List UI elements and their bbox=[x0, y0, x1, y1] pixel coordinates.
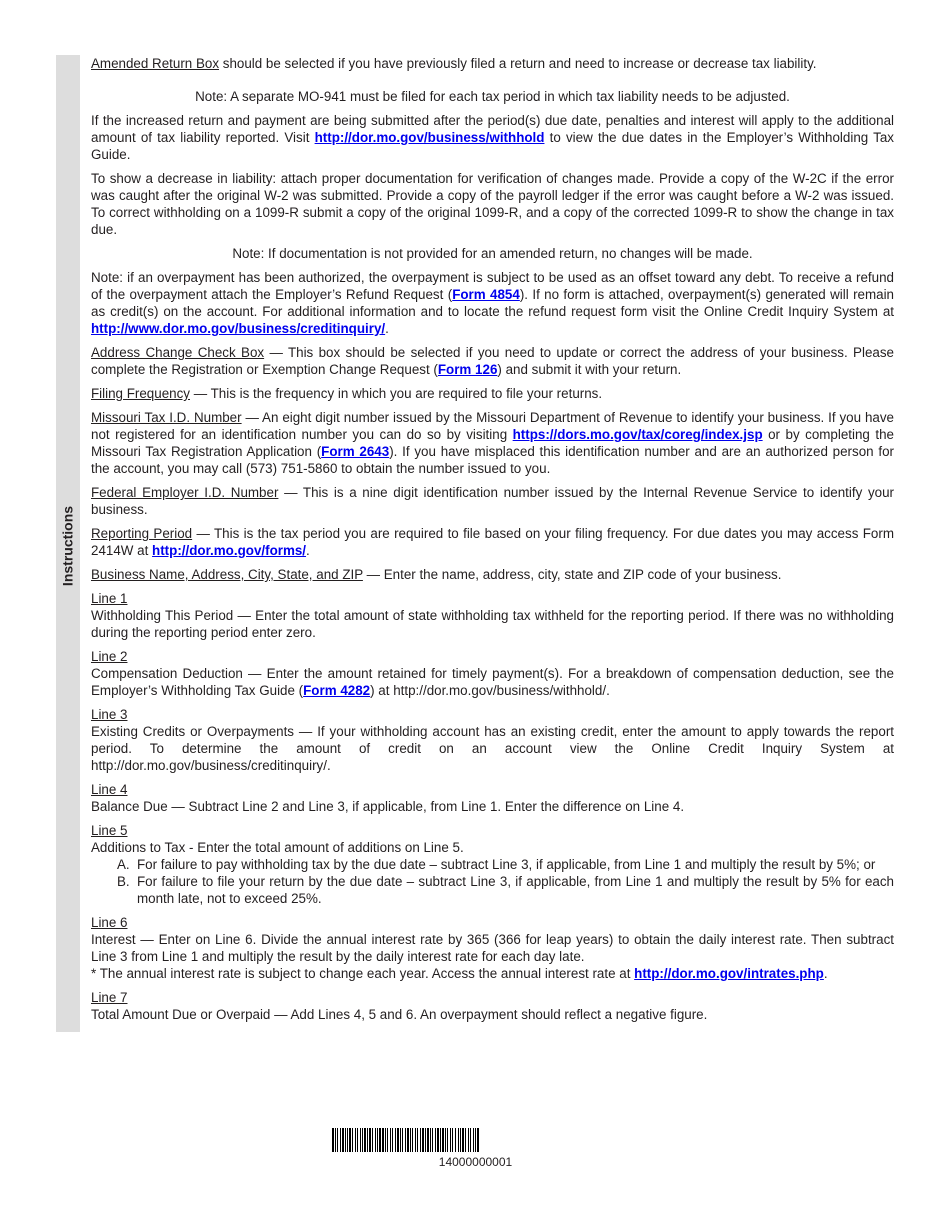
barcode-bar bbox=[432, 1128, 433, 1152]
barcode-bar bbox=[397, 1128, 399, 1152]
barcode-bar bbox=[435, 1128, 436, 1152]
barcode-bar bbox=[425, 1128, 426, 1152]
amended-decrease-paragraph: To show a decrease in liability: attach proper documentation for verification of changes made. Provide a copy of the W-2C if the error was caught after the original W-2 was submitted. Provide a copy of the payroll ledger if the error was caught before a W-2 was issued. To correct withholding on a 1099-R submit a copy of the original 1099-R, and a copy of the corrected 1099-R to show the change in tax due. bbox=[91, 171, 894, 237]
federal-id-paragraph: Federal Employer I.D. Number — This is a nine digit identification number issued by the Internal Revenue Service to identify your business. bbox=[91, 485, 895, 517]
barcode-bar bbox=[477, 1128, 479, 1152]
barcode-bar bbox=[337, 1128, 338, 1152]
barcode-bar bbox=[458, 1128, 459, 1152]
barcode-bar bbox=[410, 1128, 411, 1152]
barcode-bar bbox=[352, 1128, 353, 1152]
line-7-heading: Line 7 bbox=[91, 990, 128, 1005]
filing-frequency-paragraph: Filing Frequency — This is the frequency in which you are required to file your returns. bbox=[91, 386, 603, 401]
barcode-bar bbox=[377, 1128, 378, 1152]
instructions-content bbox=[91, 55, 894, 1030]
barcode-bar bbox=[382, 1128, 384, 1152]
barcode-bar bbox=[475, 1128, 476, 1152]
line-4-section: Line 4 Balance Due — Subtract Line 2 and Line 3, if applicable, from Line 1. Enter the difference on Line 4. bbox=[91, 782, 685, 814]
line-2-section: Line 2 Compensation Deduction — Enter the amount retained for timely payment(s). For a breakdown of compensation deduction, see the Employer’s Withholding Tax Guide (Form 4282) at http://dor.mo.gov/business/withhold/. bbox=[91, 649, 894, 698]
barcode-bar bbox=[470, 1128, 471, 1152]
documentation-note: Note: If documentation is not provided for an amended return, no changes will be made. bbox=[232, 246, 753, 261]
barcode-bar bbox=[335, 1128, 336, 1152]
barcode-bar bbox=[367, 1128, 368, 1152]
amended-increase-paragraph: If the increased return and payment are being submitted after the period(s) due date, penalties and interest will apply to the additional amount of tax liability reported. Visit http://dor.mo.gov/business/withhold to view the due dates in the Employer’s Withholding Tax Guide. bbox=[91, 113, 894, 162]
amended-return-heading: Amended Return Box bbox=[91, 56, 220, 71]
barcode-bar bbox=[445, 1128, 446, 1152]
barcode-bar bbox=[347, 1128, 348, 1152]
barcode-bar bbox=[400, 1128, 401, 1152]
list-item: A. For failure to pay withholding tax by the due date – subtract Line 3, if applicable, from Line 1 and multiply the result by 5%; or bbox=[117, 857, 876, 872]
line-4-heading: Line 4 bbox=[91, 782, 128, 797]
barcode-bar bbox=[379, 1128, 381, 1152]
barcode-bar bbox=[357, 1128, 358, 1152]
line-1-heading: Line 1 bbox=[91, 591, 128, 606]
filing-frequency-heading: Filing Frequency bbox=[91, 386, 190, 401]
barcode-bar bbox=[442, 1128, 444, 1152]
line-5-section: Line 5 Additions to Tax - Enter the total amount of additions on Line 5. bbox=[91, 823, 464, 855]
barcode-bar bbox=[385, 1128, 386, 1152]
barcode-bar bbox=[345, 1128, 346, 1152]
reporting-period-heading: Reporting Period bbox=[91, 526, 193, 541]
barcode-bar bbox=[412, 1128, 413, 1152]
coreg-link[interactable]: https://dors.mo.gov/tax/coreg/index.jsp bbox=[512, 427, 763, 442]
reporting-period-paragraph: Reporting Period — This is the tax period you are required to file based on your filing frequency. For due dates you may access Form 2414W at http://dor.mo.gov/forms/. bbox=[91, 526, 894, 558]
form-2643-link[interactable]: Form 2643 bbox=[321, 444, 390, 459]
barcode-bar bbox=[360, 1128, 361, 1152]
barcode-bar bbox=[437, 1128, 439, 1152]
business-name-paragraph: Business Name, Address, City, State, and ZIP — Enter the name, address, city, state and ZIP code of your business. bbox=[91, 567, 782, 582]
barcode-bar bbox=[390, 1128, 391, 1152]
business-name-heading: Business Name, Address, City, State, and ZIP bbox=[91, 567, 363, 582]
form-4282-link[interactable]: Form 4282 bbox=[303, 683, 371, 698]
barcode-bar bbox=[372, 1128, 373, 1152]
barcode-graphic bbox=[332, 1128, 619, 1152]
credit-inquiry-link[interactable]: http://www.dor.mo.gov/business/creditinquiry/ bbox=[91, 321, 386, 336]
barcode-bar bbox=[452, 1128, 453, 1152]
line-3-heading: Line 3 bbox=[91, 707, 128, 722]
barcode-bar bbox=[402, 1128, 403, 1152]
barcode-bar bbox=[362, 1128, 363, 1152]
barcode-bar bbox=[417, 1128, 418, 1152]
address-change-heading: Address Change Check Box bbox=[91, 345, 265, 360]
barcode-bar bbox=[468, 1128, 469, 1152]
list-item: B. For failure to file your return by the due date – subtract Line 3, if applicable, from Line 1 and multiply the result by 5% for each month late, not to exceed 25%. bbox=[117, 874, 894, 906]
line-7-section: Line 7 Total Amount Due or Overpaid — Add Lines 4, 5 and 6. An overpayment should reflect a negative figure. bbox=[91, 990, 708, 1022]
sidebar-label: Instructions bbox=[59, 505, 76, 587]
line-2-heading: Line 2 bbox=[91, 649, 128, 664]
barcode-bar bbox=[430, 1128, 431, 1152]
barcode-bar bbox=[369, 1128, 371, 1152]
federal-id-heading: Federal Employer I.D. Number bbox=[91, 485, 279, 500]
form-4854-link[interactable]: Form 4854 bbox=[452, 287, 520, 302]
barcode-bar bbox=[462, 1128, 464, 1152]
form-126-link[interactable]: Form 126 bbox=[437, 362, 498, 377]
line-6-section: Line 6 Interest — Enter on Line 6. Divide the annual interest rate by 365 (366 for leap years) to obtain the daily interest rate. Then subtract Line 3 from Line 1 and multiply the result by the daily interest rate for each day late. * The annual interest rate is subject to change each year. Access the annual interest rate at http://dor.mo.gov/intrates.php. bbox=[91, 915, 894, 981]
amended-note: Note: A separate MO-941 must be filed for each tax period in which tax liability needs to be adjusted. bbox=[195, 89, 790, 104]
barcode-bar bbox=[415, 1128, 416, 1152]
line-1-section: Line 1 Withholding This Period — Enter the total amount of state withholding tax withheld for the reporting period. If there was no withholding during the reporting period enter zero. bbox=[91, 591, 894, 640]
barcode-bar bbox=[465, 1128, 466, 1152]
line-5-list bbox=[91, 856, 894, 907]
barcode-bar bbox=[364, 1128, 366, 1152]
missouri-tax-id-paragraph: Missouri Tax I.D. Number — An eight digit number issued by the Missouri Department of Revenue to identify your business. If you have not registered for an identification number you can do so by visiting https://dors.mo.gov/tax/coreg/index.jsp or by completing the Missouri Tax Registration Application (Form 2643). If you have misplaced this identification number and are an authorized person for the account, you may call (573) 751-5860 to obtain the number issued to you. bbox=[91, 410, 895, 476]
missouri-tax-id-heading: Missouri Tax I.D. Number bbox=[91, 410, 242, 425]
barcode-bar bbox=[387, 1128, 388, 1152]
line-6-heading: Line 6 bbox=[91, 915, 128, 930]
address-change-paragraph: Address Change Check Box — This box should be selected if you need to update or correct the address of your business. Please complete the Registration or Exemption Change Request (Form 126) and submit it with your return. bbox=[91, 345, 894, 377]
barcode-bar bbox=[375, 1128, 376, 1152]
barcode-bar bbox=[440, 1128, 441, 1152]
barcode-bar bbox=[392, 1128, 393, 1152]
barcode-bar bbox=[342, 1128, 344, 1152]
barcode-bar bbox=[422, 1128, 424, 1152]
barcode-bar bbox=[395, 1128, 396, 1152]
barcode-bar bbox=[450, 1128, 451, 1152]
barcode-number: 14000000001 bbox=[438, 1155, 513, 1169]
barcode-bar bbox=[405, 1128, 406, 1152]
barcode-bar bbox=[355, 1128, 356, 1152]
forms-link[interactable]: http://dor.mo.gov/forms/ bbox=[152, 543, 307, 558]
barcode-bar bbox=[460, 1128, 461, 1152]
barcode-bar bbox=[332, 1128, 334, 1152]
barcode-bar bbox=[340, 1128, 341, 1152]
withhold-link[interactable]: http://dor.mo.gov/business/withhold bbox=[314, 130, 545, 145]
barcode-bar bbox=[447, 1128, 448, 1152]
line-5-heading: Line 5 bbox=[91, 823, 128, 838]
barcode-bar bbox=[349, 1128, 351, 1152]
amended-return-paragraph: Amended Return Box should be selected if you have previously filed a return and need to increase or decrease tax liability. bbox=[91, 56, 817, 71]
intrates-link[interactable]: http://dor.mo.gov/intrates.php bbox=[634, 966, 824, 981]
barcode-bar bbox=[420, 1128, 421, 1152]
barcode-bar bbox=[407, 1128, 409, 1152]
overpayment-note: Note: if an overpayment has been authorized, the overpayment is subject to be used as an offset toward any debt. To receive a refund of the overpayment attach the Employer’s Refund Request (Form 4854). If no form is attached, overpayment(s) generated will remain as credit(s) on the account. For additional information and to locate the refund request form visit the Online Credit Inquiry System at http://www.dor.mo.gov/business/creditinquiry/. bbox=[91, 270, 895, 336]
barcode-bar bbox=[427, 1128, 429, 1152]
barcode-bar bbox=[455, 1128, 456, 1152]
barcode-bar bbox=[473, 1128, 474, 1152]
line-3-section: Line 3 Existing Credits or Overpayments — If your withholding account has an existing credit, enter the amount to apply towards the report period. To determine the amount of credit on an account view the Online Credit Inquiry System at http://dor.mo.gov/business/creditinquiry/. bbox=[91, 707, 894, 773]
